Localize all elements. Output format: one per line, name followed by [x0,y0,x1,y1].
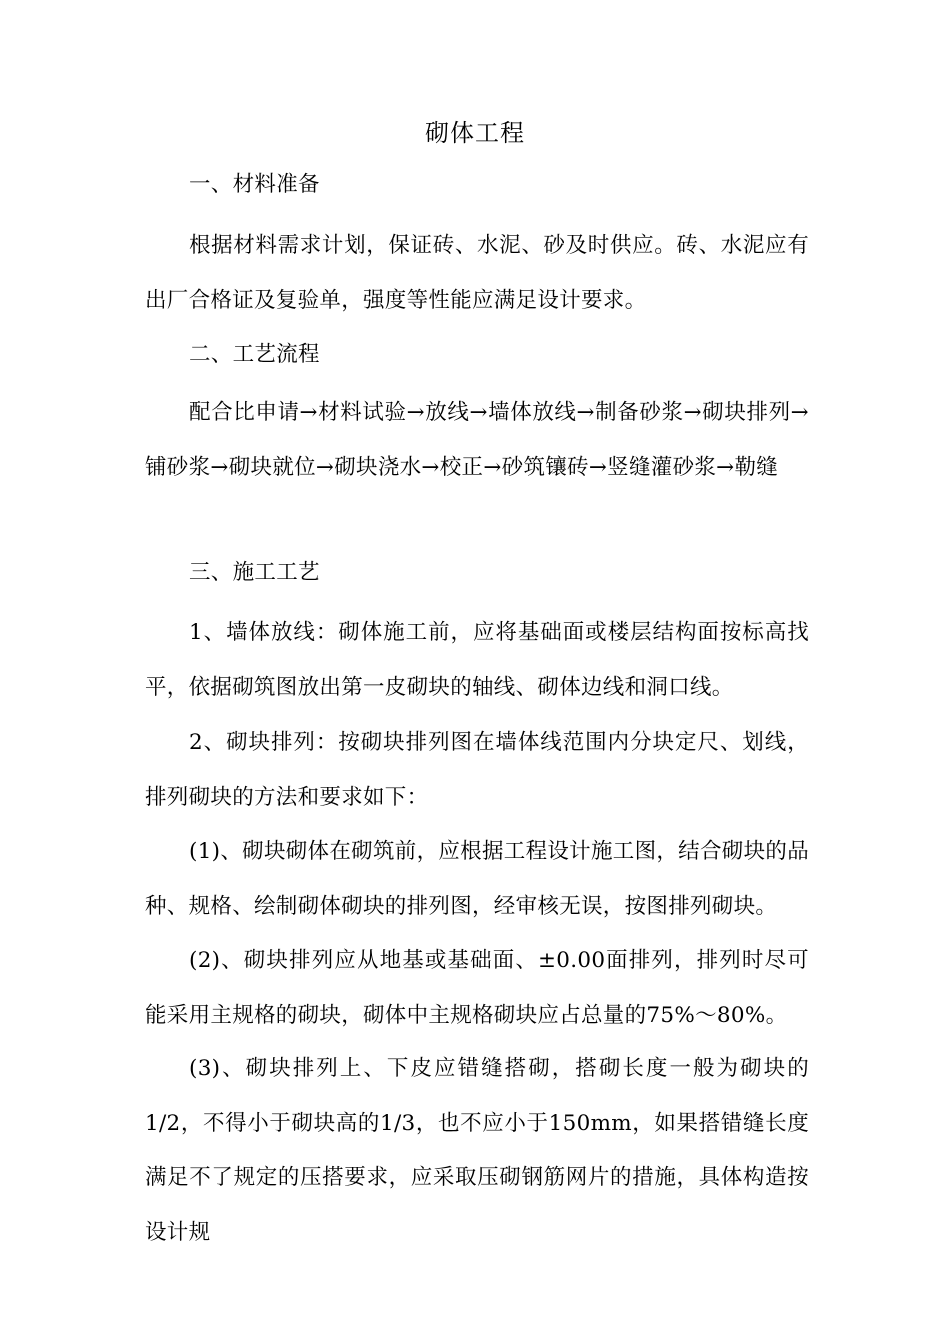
section-heading-construction: 三、施工工艺 [189,560,320,585]
paragraph-item-3: (3)、砌块排列上、下皮应错缝搭砌，搭砌长度一般为砌块的1/2，不得小于砌块高的1/3，也不应小于150mm，如果搭错缝长度满足不了规定的压搭要求，应采取压砌钢筋网片的措施，具体构造按设计规 [145,1056,809,1245]
section-heading-materials: 一、材料准备 [189,172,320,197]
paragraph-materials: 根据材料需求计划，保证砖、水泥、砂及时供应。砖、水泥应有出厂合格证及复验单，强度等性能应满足设计要求。 [145,233,809,313]
paragraph-process-flow: 配合比申请→材料试验→放线→墙体放线→制备砂浆→砌块排列→铺砂浆→砌块就位→砌块浇水→校正→砂筑镶砖→竖缝灌砂浆→勒缝 [145,400,809,480]
paragraph-item-2: (2)、砌块排列应从地基或基础面、±0.00面排列，排列时尽可能采用主规格的砌块，砌体中主规格砌块应占总量的75%～80%。 [145,948,809,1028]
paragraph-block-arrangement: 2、砌块排列：按砌块排列图在墙体线范围内分块定尺、划线，排列砌块的方法和要求如下： [145,730,809,810]
page-title: 砌体工程 [425,119,525,147]
paragraph-item-1: (1)、砌块砌体在砌筑前，应根据工程设计施工图，结合砌块的品种、规格、绘制砌体砌块的排列图，经审核无误，按图排列砌块。 [145,839,809,919]
section-heading-process: 二、工艺流程 [189,342,320,367]
paragraph-wall-layout: 1、墙体放线：砌体施工前，应将基础面或楼层结构面按标高找平，依据砌筑图放出第一皮砌块的轴线、砌体边线和洞口线。 [145,620,809,700]
